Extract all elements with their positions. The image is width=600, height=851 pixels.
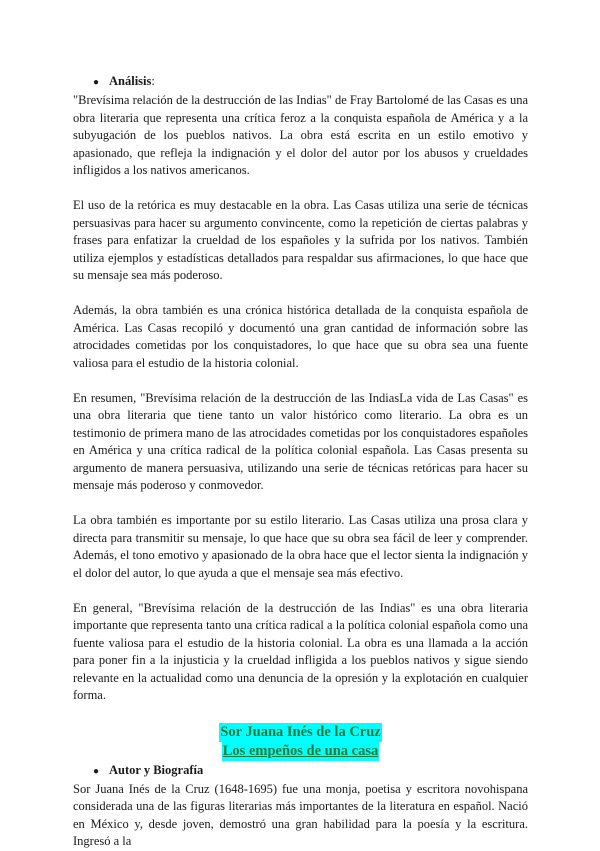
paragraph: En general, "Brevísima relación de la destrucción de las Indias" es una obra literaria importante que representa tanto una crítica radical a la política colonial española como una fuente valiosa para el estudio de la historia colonial. La obra es una llamada a la acción para poner fin a la injusticia y la crueldad infligida a los pueblos nativos y sigue siendo relevante en la actualidad como una denuncia de la opresión y la explotación en cualquier forma.: [73, 600, 528, 702]
analysis-heading-text: Análisis: [109, 74, 152, 88]
paragraph: En resumen, "Brevísima relación de la destrucción de las IndiasLa vida de Las Casas" es una obra literaria que tiene tanto un valor histórico como literario. La obra es un testimonio de primera mano de las atrocidades cometidas por los conquistadores españoles en América y una crítica radical de la política colonial española. Las Casas presenta su argumento de manera persuasiva, utilizando una serie de técnicas retóricas para hacer su mensaje más poderoso y conmovedor.: [73, 390, 528, 492]
bullet-icon: ●: [93, 77, 100, 88]
section-subtitle: Los empeños de una casa: [222, 742, 379, 759]
paragraph: La obra también es importante por su estilo literario. Las Casas utiliza una prosa clara y directa para transmitir su mensaje, lo que hace que su obra sea fácil de leer y comprender. Además, el tono emotivo y apasionado de la obra hace que el lector sienta la indignación y el dolor del autor, lo que ayuda a que el mensaje sea más efectivo.: [73, 513, 528, 580]
section-title-block: [73, 723, 528, 761]
paragraph: Además, la obra también es una crónica histórica detallada de la conquista española de América. Las Casas recopiló y documentó una gran cantidad de información sobre las atrocidades cometidas por los conquistadores, lo que hace que su obra sea una fuente valiosa para el estudio de la historia colonial.: [73, 303, 528, 370]
section-title: Sor Juana Inés de la Cruz: [220, 723, 381, 740]
biography-heading-text: Autor y Biografía: [109, 762, 204, 777]
heading-colon: :: [151, 74, 155, 88]
paragraph: El uso de la retórica es muy destacable en la obra. Las Casas utiliza una serie de técnicas persuasivas para hacer su argumento convincente, como la repetición de ciertas palabras y frases para enfatizar la crueldad de los españoles y la sufrida por los nativos. También utiliza ejemplos y estadísticas detallados para respaldar sus afirmaciones, lo que hace que su mensaje sea más poderoso.: [73, 198, 528, 282]
biography-heading: [93, 761, 528, 781]
biography-paragraph: Sor Juana Inés de la Cruz (1648-1695) fue una monja, poetisa y escritora novohispana considerada una de las figuras literarias más importantes de la literatura en español. Nació en México y, desde joven, demostró una gran habilidad para la poesía y la escritura. Ingresó a la: [73, 781, 528, 848]
paragraph: "Brevísima relación de la destrucción de las Indias" de Fray Bartolomé de las Casas es una obra literaria que representa una crítica feroz a la conquista española de América y a la subyugación de los pueblos nativos. La obra está escrita en un estilo emotivo y apasionado, que refleja la indignación y el dolor del autor por los abusos y crueldades infligidos a los nativos americanos.: [73, 93, 528, 177]
analysis-heading: [93, 72, 528, 92]
bullet-icon: ●: [93, 765, 100, 777]
